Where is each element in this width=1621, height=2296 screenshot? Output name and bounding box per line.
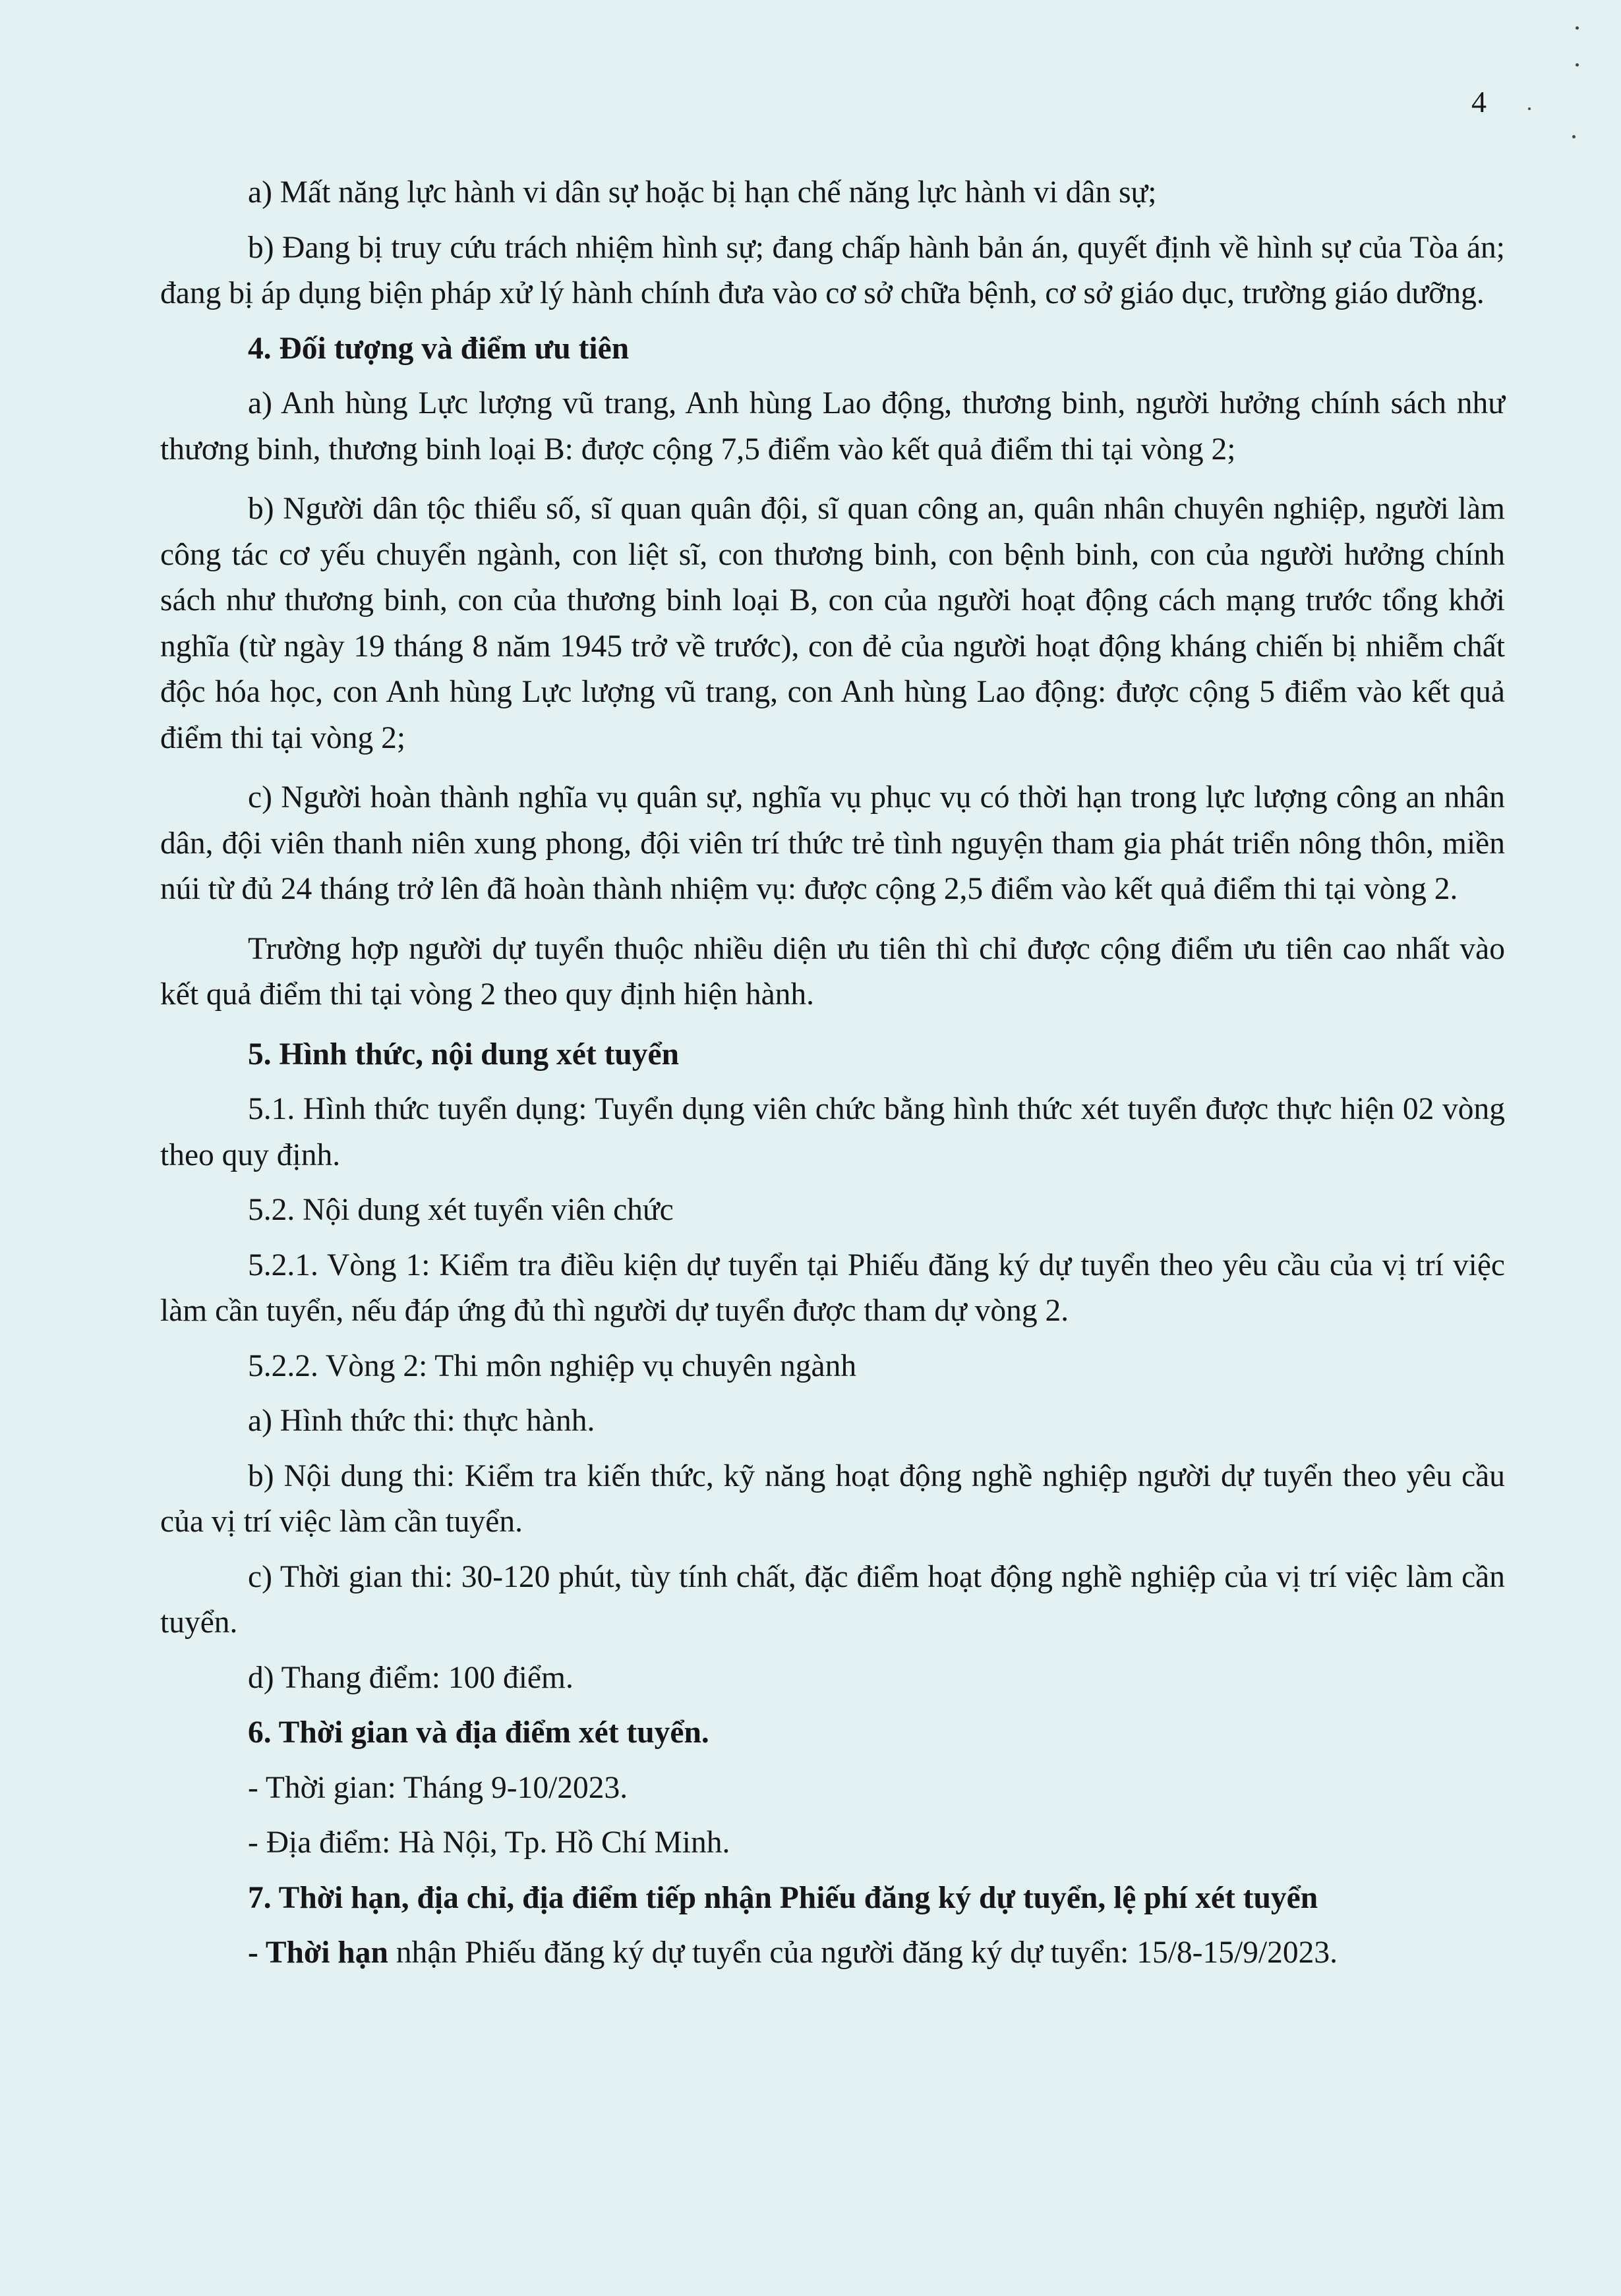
paragraph-5-1: 5.1. Hình thức tuyển dụng: Tuyển dụng viên chức bằng hình thức xét tuyển được thực hiện 02 vòng theo quy định.: [160, 1092, 1505, 1172]
paragraph-score-scale: d) Thang điểm: 100 điểm.: [248, 1660, 574, 1695]
section-heading-6: 6. Thời gian và địa điểm xét tuyển.: [248, 1715, 709, 1750]
paragraph-5-2-1: 5.2.1. Vòng 1: Kiểm tra điều kiện dự tuyển tại Phiếu đăng ký dự tuyển theo yêu cầu của vị trí việc làm cần tuyển, nếu đáp ứng đủ thì người dự tuyển được tham dự vòng 2.: [160, 1248, 1505, 1328]
deadline-text: nhận Phiếu đăng ký dự tuyển của người đăng ký dự tuyển: 15/8-15/9/2023.: [388, 1936, 1338, 1970]
paragraph-deadline: [160, 1930, 1505, 1976]
paragraph-exam-content: b) Nội dung thi: Kiểm tra kiến thức, kỹ năng hoạt động nghề nghiệp người dự tuyển theo yêu cầu của vị trí việc làm cần tuyển.: [160, 1458, 1505, 1539]
paragraph-exam-form: a) Hình thức thi: thực hành.: [248, 1404, 595, 1438]
deadline-label: - Thời hạn: [248, 1936, 388, 1970]
scan-speck: [1576, 26, 1579, 30]
paragraph-multiple-priority: Trường hợp người dự tuyển thuộc nhiều diện ưu tiên thì chỉ được cộng điểm ưu tiên cao nhất vào kết quả điểm thi tại vòng 2 theo quy định hiện hành.: [160, 931, 1505, 1012]
paragraph-location: - Địa điểm: Hà Nội, Tp. Hồ Chí Minh.: [248, 1825, 730, 1860]
section-heading-7: 7. Thời hạn, địa chỉ, địa điểm tiếp nhận Phiếu đăng ký dự tuyển, lệ phí xét tuyển: [248, 1880, 1318, 1915]
paragraph-5-2: 5.2. Nội dung xét tuyển viên chức: [248, 1193, 674, 1227]
scan-speck: [1528, 107, 1531, 110]
paragraph-5-2-2: 5.2.2. Vòng 2: Thi môn nghiệp vụ chuyên ngành: [248, 1348, 857, 1383]
paragraph-exam-duration: c) Thời gian thi: 30-120 phút, tùy tính chất, đặc điểm hoạt động nghề nghiệp của vị trí việc làm cần tuyển.: [160, 1559, 1505, 1640]
paragraph-priority-a: a) Anh hùng Lực lượng vũ trang, Anh hùng Lao động, thương binh, người hưởng chính sách như thương binh, thương binh loại B: được cộng 7,5 điểm vào kết quả điểm thi tại vòng 2;: [160, 386, 1505, 467]
scan-speck: [1572, 135, 1576, 138]
section-heading-4: 4. Đối tượng và điểm ưu tiên: [248, 331, 630, 366]
scan-speck: [1576, 63, 1579, 67]
paragraph-item-a-incapacity: a) Mất năng lực hành vi dân sự hoặc bị hạn chế năng lực hành vi dân sự;: [248, 175, 1157, 210]
page-number: 4: [1471, 85, 1487, 119]
paragraph-time: - Thời gian: Tháng 9-10/2023.: [248, 1770, 628, 1805]
paragraph-priority-c: c) Người hoàn thành nghĩa vụ quân sự, nghĩa vụ phục vụ có thời hạn trong lực lượng công an nhân dân, đội viên thanh niên xung phong, đội viên trí thức trẻ tình nguyện tham gia phát triển nông thôn, miền núi từ đủ 24 tháng trở lên đã hoàn thành nhiệm vụ: được cộng 2,5 điểm vào kết quả điểm thi tại vòng 2.: [160, 780, 1505, 906]
document-body: [160, 170, 1505, 1986]
section-heading-5: 5. Hình thức, nội dung xét tuyển: [248, 1037, 680, 1072]
paragraph-priority-b: b) Người dân tộc thiểu số, sĩ quan quân đội, sĩ quan công an, quân nhân chuyên nghiệp, người làm công tác cơ yếu chuyển ngành, con liệt sĩ, con thương binh, con bệnh binh, con của người hưởng chính sách như thương binh, con của thương binh loại B, con của người hoạt động cách mạng trước tổng khởi nghĩa (từ ngày 19 tháng 8 năm 1945 trở về trước), con đẻ của người hoạt động kháng chiến bị nhiễm chất độc hóa học, con Anh hùng Lực lượng vũ trang, con Anh hùng Lao động: được cộng 5 điểm vào kết quả điểm thi tại vòng 2;: [160, 492, 1505, 755]
paragraph-item-b-prosecution: b) Đang bị truy cứu trách nhiệm hình sự; đang chấp hành bản án, quyết định về hình sự của Tòa án; đang bị áp dụng biện pháp xử lý hành chính đưa vào cơ sở chữa bệnh, cơ sở giáo dục, trường giáo dưỡng.: [160, 230, 1505, 310]
